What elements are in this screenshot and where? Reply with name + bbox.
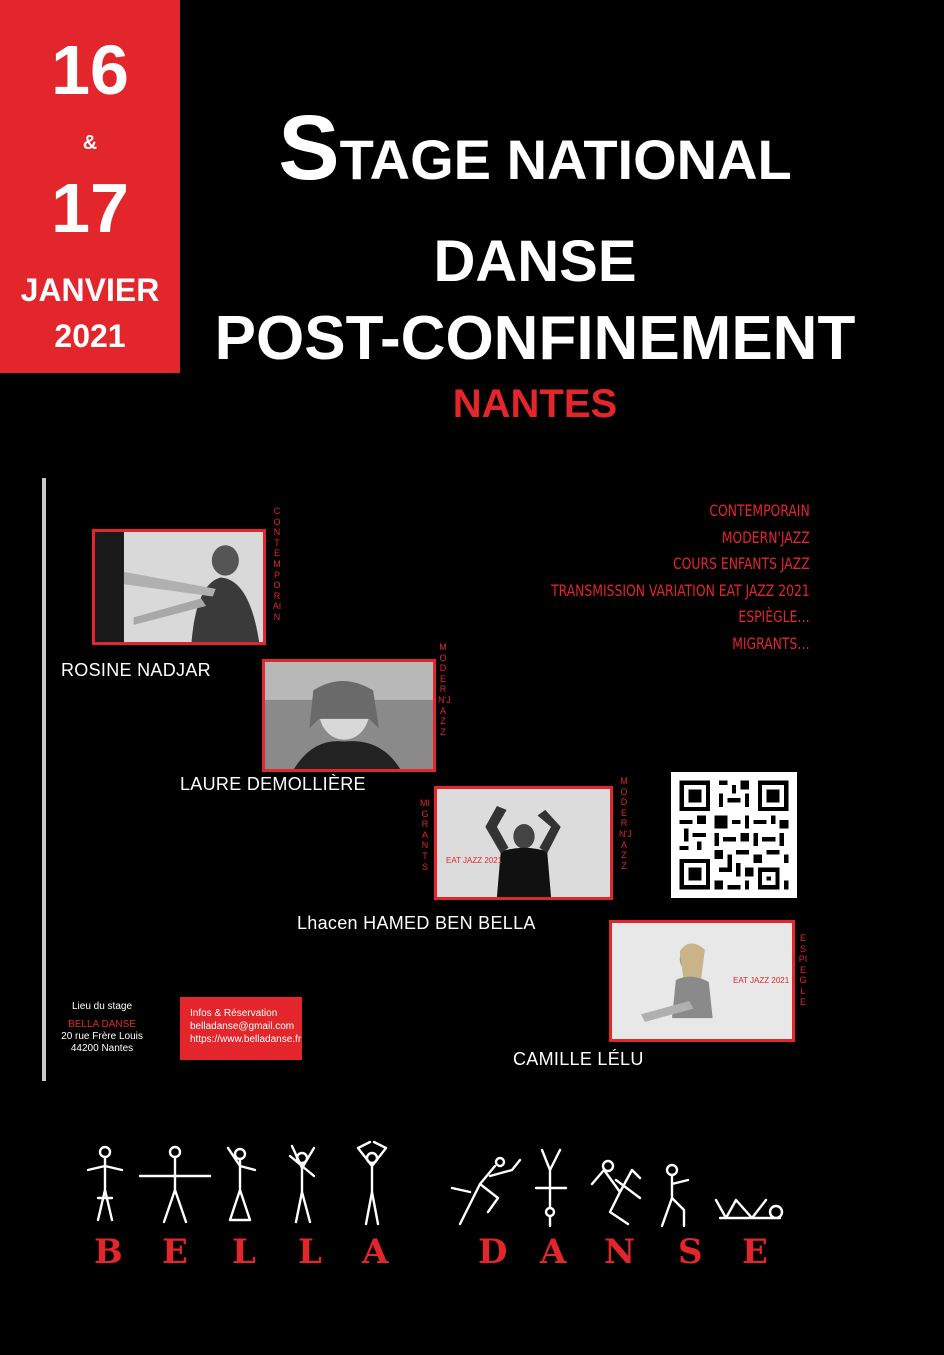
logo-letter-n: N bbox=[604, 1232, 636, 1272]
vertical-label-modern-jazz-1: MODERN'JAZZ bbox=[438, 642, 451, 737]
infos-box bbox=[180, 997, 302, 1060]
title-line-2: DANSE bbox=[433, 229, 637, 294]
course-item: TRANSMISSION VARIATION EAT JAZZ 2021 bbox=[551, 580, 810, 600]
teacher-name-camille-lelu: CAMILLE LÉLU bbox=[513, 1049, 644, 1069]
course-list bbox=[509, 498, 810, 657]
venue-street: 20 rue Frère Louis bbox=[61, 1031, 143, 1042]
course-item: MIGRANTS… bbox=[732, 633, 810, 653]
title-initial: S bbox=[278, 97, 340, 199]
tag-eat-jazz-photo-4: EAT JAZZ 2021 bbox=[733, 976, 790, 985]
title-line-1 bbox=[240, 96, 830, 201]
logo-letter-e: E bbox=[742, 1232, 768, 1272]
left-divider bbox=[42, 478, 46, 1081]
logo-letter-a: A bbox=[540, 1232, 567, 1272]
qr-code[interactable] bbox=[671, 772, 797, 898]
infos-url[interactable]: https://www.belladanse.fr bbox=[190, 1034, 302, 1045]
logo-letter-e: E bbox=[162, 1232, 188, 1272]
date-block bbox=[0, 0, 180, 373]
teacher-name-rosine-nadjar: ROSINE NADJAR bbox=[61, 660, 211, 680]
vertical-label-contemporain: CONTEMPORAIN bbox=[272, 506, 282, 622]
infos-label: Infos & Réservation bbox=[190, 1008, 278, 1019]
vertical-label-migrants: MIGRANTS bbox=[420, 798, 430, 872]
logo-letter-l: L bbox=[232, 1232, 256, 1272]
title-city: NANTES bbox=[452, 382, 618, 426]
logo-letter-b: B bbox=[94, 1232, 123, 1272]
logo-letter-l: L bbox=[298, 1232, 322, 1272]
photo-laure-demolliere bbox=[262, 659, 436, 772]
teacher-name-lhacen-hamed-ben-bella: Lhacen HAMED BEN BELLA bbox=[297, 913, 536, 933]
course-item: ESPIÈGLE… bbox=[738, 607, 810, 626]
date-day-2: 17 bbox=[51, 169, 129, 247]
venue-name: BELLA DANSE bbox=[68, 1019, 136, 1030]
title-rest: TAGE NATIONAL bbox=[339, 128, 792, 191]
venue-city: 44200 Nantes bbox=[70, 1043, 134, 1054]
title-line-3: POST-CONFINEMENT bbox=[214, 304, 856, 373]
course-item: MODERN'JAZZ bbox=[722, 527, 810, 547]
infos-email[interactable]: belladanse@gmail.com bbox=[190, 1021, 295, 1032]
date-year: 2021 bbox=[54, 318, 126, 354]
logo-letter-a: A bbox=[362, 1232, 389, 1272]
vertical-label-espiegle: ESPIEGLE bbox=[798, 933, 808, 1007]
venue-info bbox=[52, 1001, 152, 1055]
course-item: COURS ENFANTS JAZZ bbox=[673, 554, 810, 573]
photo-rosine-nadjar bbox=[92, 529, 266, 645]
bella-danse-logo-figures bbox=[80, 1140, 800, 1230]
vertical-label-modern-jazz-2: MODERN'JAZZ bbox=[619, 776, 632, 871]
tag-eat-jazz-photo-3: EAT JAZZ 2021 bbox=[446, 856, 503, 865]
venue-label: Lieu du stage bbox=[71, 1001, 133, 1012]
teacher-name-laure-demolliere: LAURE DEMOLLIÈRE bbox=[180, 774, 366, 794]
date-day-1: 16 bbox=[51, 31, 129, 109]
date-month: JANVIER bbox=[20, 272, 160, 308]
logo-letter-s: S bbox=[678, 1232, 703, 1272]
date-ampersand: & bbox=[82, 132, 98, 154]
logo-letter-d: D bbox=[478, 1232, 508, 1272]
course-item: CONTEMPORAIN bbox=[709, 501, 810, 520]
photo-lhacen-hamed-ben-bella bbox=[434, 786, 613, 900]
